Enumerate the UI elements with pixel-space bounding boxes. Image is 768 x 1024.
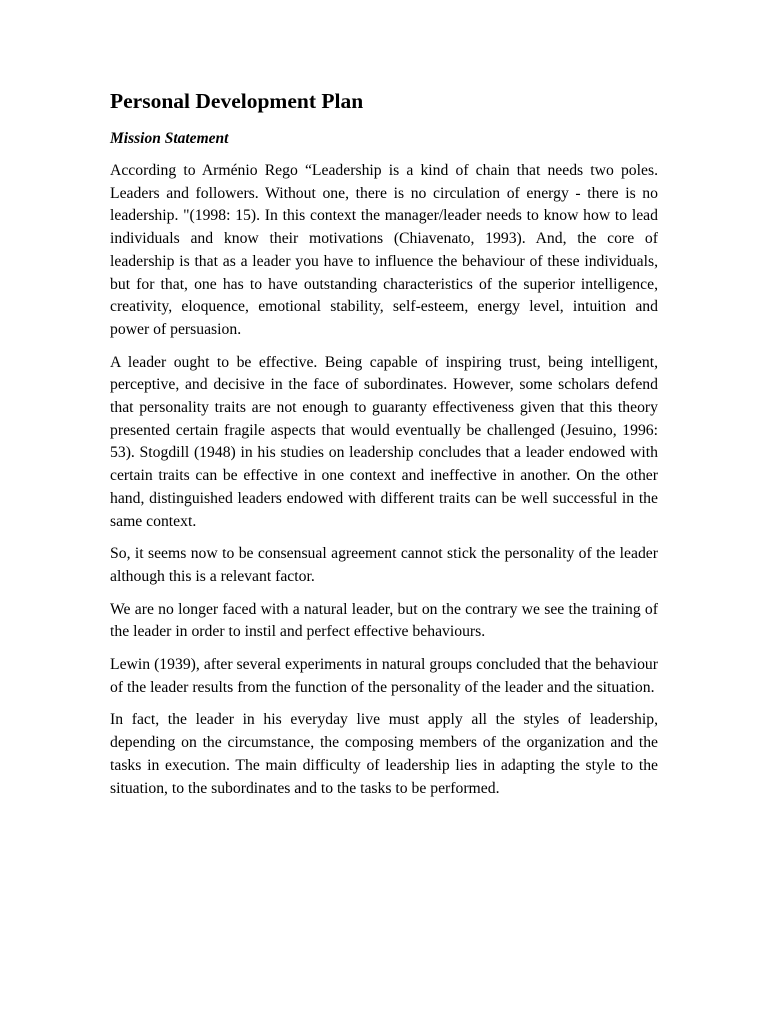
paragraph: According to Arménio Rego “Leadership is a kind of chain that needs two poles. Leaders and followers. Without one, there is no circulation of energy - there is no leadership. "(1998: 15). In this context the manager/leader needs to know how to lead individuals and know their motivations (Chiavenato, 1993). And, the core of leadership is that as a leader you have to influence the behaviour of these individuals, but for that, one has to have outstanding characteristics of the superior intelligence, creativity, eloquence, emotional stability, self-esteem, energy level, intuition and power of persuasion. [110,162,658,338]
paragraph: In fact, the leader in his everyday live must apply all the styles of leadership, depending on the circumstance, the composing members of the organization and the tasks in execution. The main difficulty of leadership lies in adapting the style to the situation, to the subordinates and to the tasks to be performed. [110,711,658,797]
paragraph: We are no longer faced with a natural leader, but on the contrary we see the training of the leader in order to instil and perfect effective behaviours. [110,600,658,641]
paragraph: Lewin (1939), after several experiments in natural groups concluded that the behaviour of the leader results from the function of the personality of the leader and the situation. [110,656,658,696]
page-title: Personal Development Plan [110,89,364,113]
document-page [110,88,658,810]
section-heading-mission-statement: Mission Statement [110,130,229,147]
paragraph: A leader ought to be effective. Being capable of inspiring trust, being intelligent, perceptive, and decisive in the face of subordinates. However, some scholars defend that personality traits are not enough to guaranty effectiveness given that this theory presented certain fragile aspects that would eventually be challenged (Jesuino, 1996: 53). Stogdill (1948) in his studies on leadership concludes that a leader endowed with certain traits can be effective in one context and ineffective in another. On the other hand, distinguished leaders endowed with different traits can be well successful in the same context. [110,353,658,530]
paragraph: So, it seems now to be consensual agreement cannot stick the personality of the leader although this is a relevant factor. [110,545,658,585]
